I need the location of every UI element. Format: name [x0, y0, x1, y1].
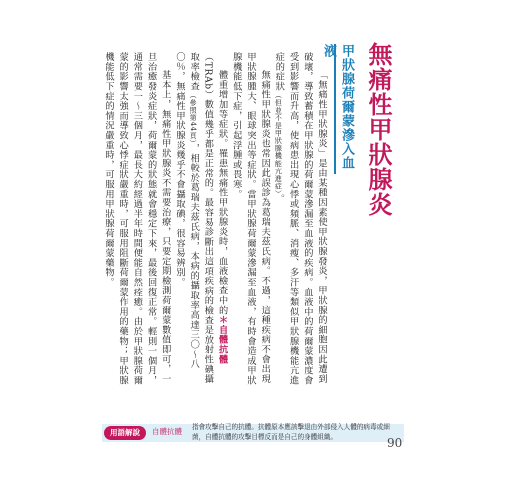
- paragraph-text: 「無痛性甲狀腺炎」是由某種因素使甲狀腺發炎，甲狀腺的細胞因此遭到破壞，導致蓄積在甲狀腺的荷爾蒙滲漏至血液的疾病。血液中的荷爾蒙濃度會受到影響而升高，使病患出現心悸或頻脈、消瘦、多汗等類似甲狀腺機能亢進症的症狀: [273, 52, 327, 386]
- paragraph-text: ，相較於葛瑞夫茲氏病，本病的攝取率高達三〇～八〇％，無痛性甲狀腺炎幾乎不會攝取碘，很容易辨別。: [173, 52, 200, 369]
- section-subtitle: 甲狀腺荷爾蒙滲入血液: [334, 44, 355, 174]
- paragraph-4: [101, 52, 172, 392]
- paragraph-3: [172, 52, 229, 392]
- highlight-term: ＊自體抗體: [216, 315, 228, 365]
- inline-note: （參照第44頁）: [189, 91, 198, 144]
- paragraph-2: [229, 52, 272, 392]
- paragraph-text: 無痛性甲狀腺炎也常因此誤診為葛瑞夫茲氏病。不過，這種疾病不會出現甲狀腺腫大、眼球突出等症狀。當甲狀腺荷爾蒙滲漏至血液，有時會造成甲狀腺機能低下症，引起浮腫或畏寒。: [230, 52, 271, 386]
- paragraph-1: [271, 52, 328, 392]
- glossary-definition: 指會攻擊自己的抗體。抗體原本應該擊退由外部侵入人體的病毒或細菌，自體抗體的攻擊目標反而是自己的身體組織。: [192, 423, 390, 441]
- page-title: 無痛性甲狀腺炎: [364, 42, 392, 217]
- paragraph-text: 基本上，無痛性甲狀腺炎不需要治療，只要定期檢測荷爾蒙數值即可，一旦治癒發炎症狀，荷爾蒙的狀態就會穩定下來，最後回復正常。輕則一個月，通常需要一～三個月，最長大約經過半年時間便能自然痊癒。由於甲狀腺荷爾蒙的影響太強而導致心悸症狀嚴重時，可服用阻斷荷爾蒙作用的藥物；甲狀腺機能低下症的情況嚴重時，可服用甲狀腺荷爾蒙藥物。: [102, 52, 171, 386]
- paragraph-text: 體重增加等症狀。罹患無痛性甲狀腺炎時，血液檢查中的: [216, 70, 228, 316]
- article-body: [102, 52, 328, 392]
- glossary-term: 自體抗體: [152, 427, 182, 436]
- paragraph-text: 。: [273, 194, 285, 204]
- inline-note: （但並不是甲狀腺機能亢進症）: [274, 91, 283, 195]
- glossary-tag: 用語解說: [104, 426, 146, 440]
- page-number: 90: [387, 436, 403, 450]
- paragraph-text: （TRAb）數值幾乎都是正常的。最容易診斷出這項疾病的檢查是放射性碘攝取率檢查: [188, 52, 214, 384]
